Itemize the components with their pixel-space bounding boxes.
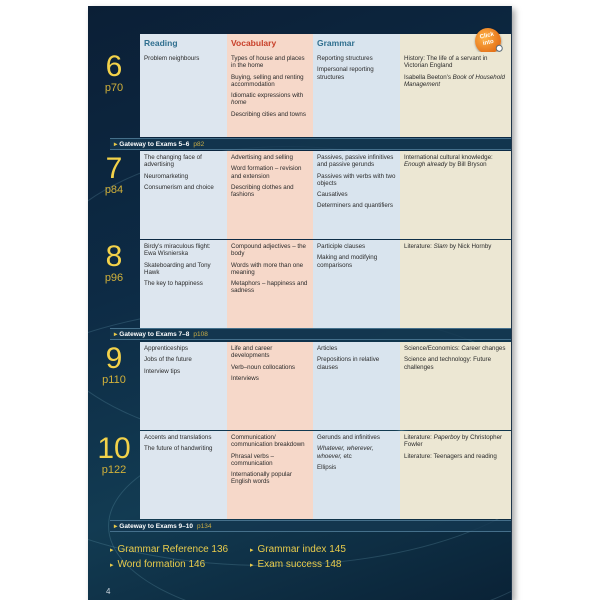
reference-link[interactable] <box>110 559 205 570</box>
reading-cell <box>140 342 227 430</box>
grammar-cell <box>313 342 400 430</box>
unit-row <box>140 52 512 137</box>
reading-cell <box>140 52 227 137</box>
vocabulary-item: Internationally popular English words <box>231 471 292 486</box>
reading-item: Problem neighbours <box>144 55 200 62</box>
vocabulary-item: Types of house and places in the home <box>231 55 305 70</box>
vocabulary-item: Communication/ communication breakdown <box>231 434 305 449</box>
other-item-text: International cultural knowledge: <box>404 154 493 161</box>
arrow-icon: ▸ <box>110 562 114 569</box>
arrow-icon: ▸ <box>110 547 114 554</box>
column-header-grammar: Grammar <box>313 34 400 52</box>
cross-curricular-cell <box>400 342 512 430</box>
reading-cell <box>140 151 227 239</box>
other-item-italic: Paperboy <box>433 434 461 441</box>
other-item-text: by Nick Hornby <box>449 243 492 250</box>
grammar-item: Articles <box>317 345 338 352</box>
vocabulary-item: Describing clothes and fashions <box>231 183 294 199</box>
badge-line-1: Click <box>479 31 495 41</box>
reading-item: The future of handwriting <box>144 445 213 453</box>
gateway-bar[interactable] <box>110 520 512 532</box>
column-header-vocabulary: Vocabulary <box>227 34 313 52</box>
unit-page: p96 <box>104 272 124 284</box>
unit-row <box>140 151 512 239</box>
vocabulary-item <box>231 92 309 107</box>
unit-row <box>140 342 512 430</box>
reading-item: Interview tips <box>144 367 181 375</box>
other-item: Science and technology: Future challenges <box>404 356 492 371</box>
reading-item: Consumerism and choice <box>144 183 214 191</box>
reference-label: Exam success 148 <box>257 559 342 570</box>
vocabulary-item: Phrasal verbs – communication <box>231 452 274 467</box>
arrow-icon: ▸ <box>114 331 118 338</box>
other-item: Literature: Teenagers and reading <box>404 452 497 460</box>
unit-page: p122 <box>101 464 127 476</box>
unit-page: p84 <box>104 184 124 196</box>
reading-item: Apprenticeships <box>144 345 189 352</box>
reference-label: Grammar Reference 136 <box>117 544 229 555</box>
grammar-item <box>317 445 396 460</box>
unit-number: 6 <box>105 50 123 83</box>
other-item: Science/Economics: Career changes <box>404 345 506 352</box>
grammar-item: Impersonal reporting structures <box>317 66 374 81</box>
reading-cell <box>140 240 227 328</box>
vocabulary-item-italic: home <box>231 99 247 107</box>
grammar-item: Ellipsis <box>317 463 337 471</box>
unit-number: 8 <box>105 240 123 273</box>
other-item-italic: Enough already <box>404 161 448 169</box>
other-item <box>404 154 508 169</box>
vocabulary-item: Life and career developments <box>231 345 273 360</box>
page-number: 4 <box>106 587 111 596</box>
arrow-icon: ▸ <box>250 547 254 554</box>
vocabulary-item: Interviews <box>231 374 259 382</box>
grammar-item: Making and modifying comparisons <box>317 254 378 269</box>
vocabulary-item: Words with more than one meaning <box>231 261 304 276</box>
unit-number: 10 <box>97 432 131 465</box>
reference-link[interactable] <box>250 544 346 555</box>
badge-line-2: into <box>482 38 495 48</box>
gateway-page: p108 <box>193 331 208 338</box>
other-item <box>404 74 508 89</box>
other-item-italic: Slam <box>433 243 448 250</box>
unit-page: p110 <box>102 374 126 386</box>
reading-item: The changing face of advertising <box>144 154 202 169</box>
grammar-cell <box>313 52 400 137</box>
vocabulary-cell <box>227 151 313 239</box>
other-item <box>404 434 508 449</box>
vocabulary-cell <box>227 240 313 328</box>
cross-curricular-cell <box>400 431 512 519</box>
other-item-text: by Bill Bryson <box>449 161 487 169</box>
gateway-label: Gateway to Exams 5–6 <box>119 141 190 148</box>
reference-label: Grammar index 145 <box>257 544 346 555</box>
arrow-icon: ▸ <box>250 562 254 569</box>
grammar-item: Reporting structures <box>317 55 373 62</box>
vocabulary-item: Verb–noun collocations <box>231 363 295 371</box>
vocabulary-cell <box>227 52 313 137</box>
grammar-item: Gerunds and infinitives <box>317 434 380 441</box>
vocabulary-item: Describing cities and towns <box>231 110 306 118</box>
grammar-cell <box>313 240 400 328</box>
grammar-item-italic: Whatever, wherever, whoever, <box>317 445 374 460</box>
arrow-icon: ▸ <box>114 523 118 530</box>
vocabulary-cell <box>227 431 313 519</box>
grammar-item: Prepositions in relative clauses <box>317 356 380 371</box>
column-header-reading: Reading <box>140 34 227 52</box>
unit-number: 7 <box>105 152 123 185</box>
grammar-cell <box>313 151 400 239</box>
other-item <box>404 243 508 250</box>
vocabulary-cell <box>227 342 313 430</box>
reading-cell <box>140 431 227 519</box>
contents-page <box>88 6 512 600</box>
gateway-label: Gateway to Exams 9–10 <box>119 523 193 530</box>
gateway-page: p82 <box>193 141 205 148</box>
reading-item: Jobs of the future <box>144 356 192 364</box>
gateway-label: Gateway to Exams 7–8 <box>119 331 190 338</box>
reading-item: Birdy's miraculous flight: Ewa Wisnierska <box>144 243 211 258</box>
other-item-text: Literature: <box>404 243 432 250</box>
reference-link[interactable] <box>250 559 341 570</box>
reference-label: Word formation 146 <box>117 559 206 570</box>
vocabulary-item: Buying, selling and renting accommodation <box>231 73 304 88</box>
grammar-item: Determiners and quantifiers <box>317 202 394 210</box>
unit-number: 9 <box>105 342 123 375</box>
reference-link[interactable] <box>110 544 228 555</box>
other-item-text: Isabella Beeton's <box>404 73 451 81</box>
grammar-item: Passives with verbs with two objects <box>317 172 396 187</box>
gateway-page: p134 <box>196 523 212 530</box>
vocabulary-item-text: Idiomatic expressions with <box>231 92 304 100</box>
cross-curricular-cell <box>400 151 512 239</box>
reading-item: Neuromarketing <box>144 172 189 180</box>
vocabulary-item: Metaphors – happiness and sadness <box>231 280 308 295</box>
cross-curricular-cell <box>400 240 512 328</box>
other-item-italic: Book of Household Management <box>404 73 505 88</box>
unit-page: p70 <box>104 82 124 94</box>
arrow-icon: ▸ <box>114 141 118 148</box>
reading-item: Accents and translations <box>144 434 212 441</box>
other-item-text: Literature: <box>404 434 432 441</box>
other-item: History: The life of a servant in Victorian England <box>404 55 488 70</box>
reading-item: The key to happiness <box>144 280 203 288</box>
reading-item: Skateboarding and Tony Hawk <box>144 261 211 276</box>
cross-curricular-cell <box>400 52 512 137</box>
gateway-bar[interactable] <box>110 328 512 340</box>
grammar-cell <box>313 431 400 519</box>
unit-row <box>140 240 512 328</box>
vocabulary-item: Compound adjectives – the body <box>231 243 306 258</box>
grammar-item: Causatives <box>317 191 348 199</box>
other-item-text: by Christopher Fowler <box>404 434 503 449</box>
grammar-item-text: etc <box>343 452 352 460</box>
vocabulary-item: Advertising and selling <box>231 154 293 161</box>
grammar-item: Participle clauses <box>317 243 366 250</box>
vocabulary-item: Word formation – revision and extension <box>231 165 302 180</box>
grammar-item: Passives, passive infinitives and passive gerunds <box>317 154 394 169</box>
gateway-bar[interactable] <box>110 138 512 150</box>
unit-row <box>140 431 512 519</box>
